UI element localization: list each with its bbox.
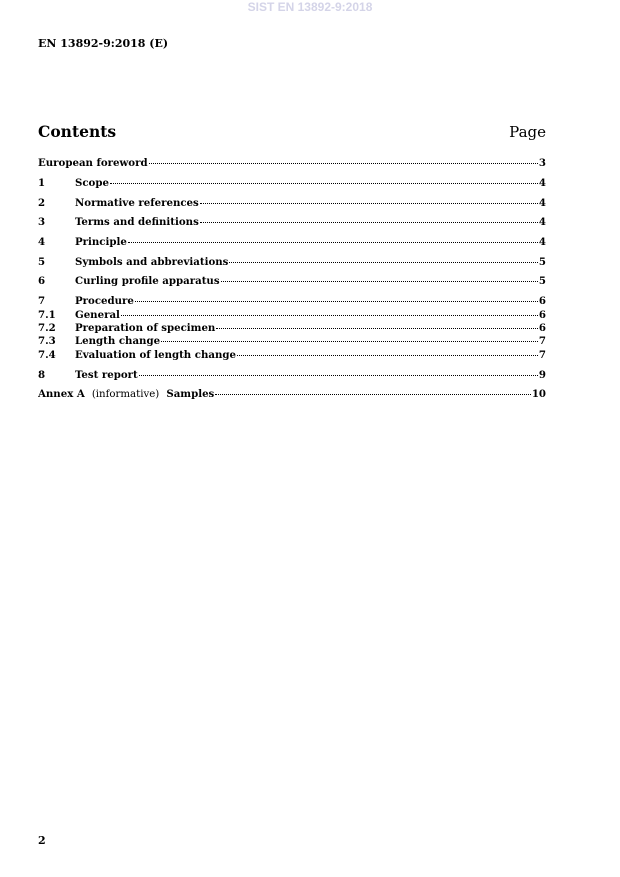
toc-entry-title: Procedure [75, 295, 134, 307]
toc-entry-page: 5 [538, 275, 546, 287]
toc-entry-number: 7.1 [38, 309, 56, 321]
watermark: SIST EN 13892-9:2018 [247, 0, 373, 14]
toc-entry-title: Test report [75, 369, 138, 381]
toc-entry-number: 7.3 [38, 335, 56, 347]
toc-leader [237, 354, 538, 356]
toc-entry-page: 7 [538, 335, 546, 347]
toc-entry-page: 6 [538, 322, 546, 334]
toc-entry-number: 1 [38, 177, 46, 189]
annex-informative: (informative) [91, 389, 160, 400]
toc-entry-number: 7.2 [38, 322, 56, 334]
toc-entry-page: 4 [538, 216, 546, 228]
toc-leader [200, 202, 538, 204]
toc-leader [229, 261, 538, 263]
toc-entry-title: General [75, 309, 120, 321]
toc-entry-number: 6 [38, 275, 46, 287]
toc-entry-title: Principle [75, 236, 127, 248]
toc-entry-number: 4 [38, 236, 46, 248]
toc-entry-page: 5 [538, 256, 546, 268]
toc-leader [161, 340, 538, 342]
toc-leader [216, 327, 538, 329]
toc-entry-7-2[interactable] [38, 321, 546, 335]
toc-entry-page: 7 [538, 349, 546, 361]
toc-entry-7-4[interactable] [38, 348, 546, 362]
annex-label: Annex A [38, 388, 85, 400]
toc-entry-number: 8 [38, 369, 46, 381]
toc-entry-page: 6 [538, 309, 546, 321]
toc-entry-title: Evaluation of length change [75, 349, 236, 361]
toc-entry-page: 9 [538, 369, 546, 381]
toc-leader [110, 182, 538, 184]
toc-entry-number: 2 [38, 197, 46, 209]
toc-leader [139, 374, 538, 376]
toc-entry-title: Preparation of specimen [75, 322, 216, 334]
toc-entry-title: Terms and definitions [75, 216, 199, 228]
toc-entry-title [38, 387, 214, 401]
contents-title: Contents [38, 122, 117, 141]
toc-entry-title: European foreword [38, 157, 148, 169]
toc-entry-number: 3 [38, 216, 46, 228]
toc-entry-page: 3 [538, 157, 546, 169]
toc-leader [128, 241, 538, 243]
toc-entry-5[interactable] [38, 255, 546, 269]
page-column-heading: Page [509, 123, 546, 141]
toc-entry-6[interactable] [38, 274, 546, 288]
toc-entry-number: 7.4 [38, 349, 56, 361]
toc-entry-page: 6 [538, 295, 546, 307]
toc-entry-4[interactable] [38, 235, 546, 249]
toc-entry-3[interactable] [38, 215, 546, 229]
toc-entry-1[interactable] [38, 176, 546, 190]
toc-entry-number: 5 [38, 256, 46, 268]
toc-leader [149, 162, 538, 164]
toc-leader [215, 393, 531, 395]
toc-entry-title: Curling profile apparatus [75, 275, 220, 287]
toc-leader [121, 314, 538, 316]
toc-entry-page: 10 [531, 388, 546, 400]
toc-entry-7-3[interactable] [38, 334, 546, 348]
toc-entry-title: Scope [75, 177, 109, 189]
toc-leader [135, 300, 538, 302]
toc-leader [200, 221, 538, 223]
toc-entry-2[interactable] [38, 196, 546, 210]
toc-entry-annex-a[interactable] [38, 387, 546, 401]
annex-title: Samples [166, 388, 215, 400]
document-id: EN 13892-9:2018 (E) [38, 37, 169, 50]
toc-entry-title: Length change [75, 335, 161, 347]
toc-entry-8[interactable] [38, 368, 546, 382]
toc-entry-foreword[interactable] [38, 156, 546, 170]
page-number: 2 [38, 834, 46, 847]
toc-entry-number: 7 [38, 295, 46, 307]
toc-entry-title: Symbols and abbreviations [75, 256, 229, 268]
toc-leader [221, 280, 538, 282]
toc-entry-page: 4 [538, 197, 546, 209]
toc-entry-7[interactable] [38, 294, 546, 308]
toc-entry-page: 4 [538, 177, 546, 189]
toc-entry-title: Normative references [75, 197, 199, 209]
toc-entry-7-1[interactable] [38, 308, 546, 322]
toc-entry-page: 4 [538, 236, 546, 248]
